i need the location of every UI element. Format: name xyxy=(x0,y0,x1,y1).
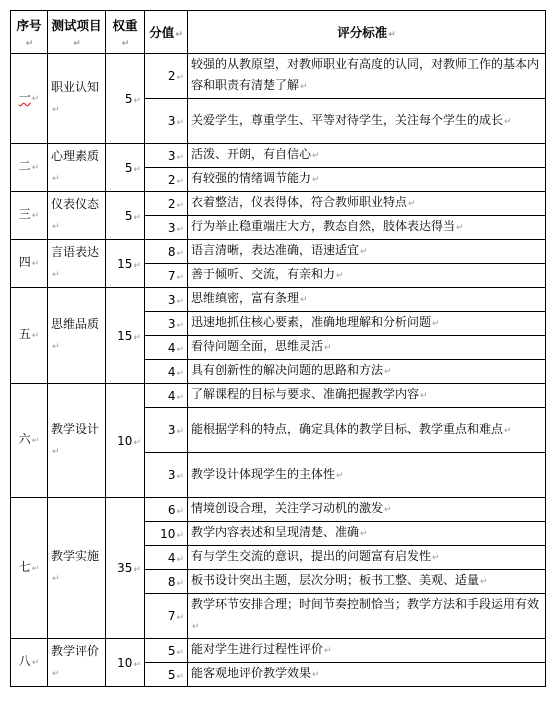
row-criteria: 语言清晰，表达准确，语速适宜 xyxy=(191,243,360,257)
table-row xyxy=(11,384,546,408)
return-mark: ↵ xyxy=(133,437,141,448)
group-seq: 三 xyxy=(18,207,31,221)
row-score-cell xyxy=(145,336,188,360)
row-score-cell xyxy=(145,384,188,408)
row-criteria: 较强的从教原望，对教师职业有高度的认同，对教师工作的基本内容和职责有清楚了解 xyxy=(191,57,540,92)
group-weight: 5 xyxy=(124,208,133,223)
group-seq-cell xyxy=(11,384,48,498)
return-mark: ↵ xyxy=(432,319,440,329)
group-weight-cell xyxy=(106,384,145,498)
return-mark: ↵ xyxy=(176,671,184,682)
row-criteria-cell xyxy=(188,360,546,384)
row-criteria-cell xyxy=(188,192,546,216)
return-mark: ↵ xyxy=(133,212,141,223)
return-mark: ↵ xyxy=(456,223,464,233)
group-item-cell xyxy=(48,54,106,144)
row-score: 5 xyxy=(167,643,176,658)
group-seq: 四 xyxy=(18,255,31,269)
row-criteria: 有与学生交流的意识，提出的问题富有启发性 xyxy=(191,549,432,563)
return-mark: ↵ xyxy=(31,94,40,104)
row-criteria-cell xyxy=(188,54,546,99)
table-row xyxy=(11,192,546,216)
row-score: 4 xyxy=(167,364,176,379)
row-score: 8 xyxy=(167,574,176,589)
row-score: 3 xyxy=(167,292,176,307)
group-item: 言语表达 xyxy=(51,244,100,259)
return-mark: ↵ xyxy=(504,116,512,127)
row-score: 3 xyxy=(167,468,176,482)
table-row xyxy=(11,639,546,663)
return-mark: ↵ xyxy=(176,647,184,658)
row-criteria: 衣着整洁，仪表得体，符合教师职业特点 xyxy=(191,195,408,209)
row-score-cell xyxy=(145,54,188,99)
row-score-cell xyxy=(145,216,188,240)
row-criteria: 关爱学生，尊重学生、平等对待学生，关注每个学生的成长 xyxy=(191,112,504,127)
group-weight-cell xyxy=(106,288,145,384)
header-item: 测试项目↵ xyxy=(48,11,106,54)
group-item: 教学评价 xyxy=(51,643,100,658)
row-score-cell xyxy=(145,453,188,498)
row-criteria-cell xyxy=(188,384,546,408)
group-seq: 八 xyxy=(18,654,31,668)
group-seq-cell xyxy=(11,498,48,639)
return-mark: ↵ xyxy=(360,247,368,257)
return-mark: ↵ xyxy=(432,553,440,563)
group-weight: 5 xyxy=(124,91,133,106)
group-item-cell xyxy=(48,144,106,192)
group-item: 教学设计 xyxy=(51,421,100,436)
return-mark: ↵ xyxy=(133,260,141,271)
group-item: 教学实施 xyxy=(51,549,100,563)
header-weight: 权重↵ xyxy=(106,11,145,54)
group-weight: 35 xyxy=(117,561,133,575)
return-mark: ↵ xyxy=(176,118,184,128)
return-mark: ↵ xyxy=(52,173,60,184)
group-seq-cell xyxy=(11,144,48,192)
return-mark: ↵ xyxy=(176,248,184,259)
group-item-cell xyxy=(48,498,106,639)
row-criteria-cell xyxy=(188,639,546,663)
group-seq: 一 xyxy=(18,90,31,104)
row-score-cell xyxy=(145,168,188,192)
row-criteria: 能客观地评价教学效果 xyxy=(191,666,312,680)
return-mark: ↵ xyxy=(31,436,40,446)
row-criteria-cell xyxy=(188,264,546,288)
group-item-cell xyxy=(48,192,106,240)
row-criteria-cell xyxy=(188,453,546,498)
group-weight-cell xyxy=(106,498,145,639)
group-seq: 七 xyxy=(18,559,31,574)
return-mark: ↵ xyxy=(176,152,184,163)
row-score: 3 xyxy=(167,220,176,235)
row-criteria: 教学内容表述和呈现清楚、准确 xyxy=(191,525,360,539)
table-row xyxy=(11,144,546,168)
row-criteria: 迅速地抓住核心要素，准确地理解和分析问题 xyxy=(191,315,432,329)
row-score-cell xyxy=(145,144,188,168)
row-criteria-cell xyxy=(188,663,546,687)
return-mark: ↵ xyxy=(176,506,184,517)
group-weight: 10 xyxy=(117,433,133,448)
return-mark: ↵ xyxy=(31,658,40,668)
return-mark: ↵ xyxy=(176,200,184,211)
row-criteria: 具有创新性的解决问题的思路和方法 xyxy=(191,363,384,377)
group-weight-cell xyxy=(106,144,145,192)
return-mark: ↵ xyxy=(52,269,60,280)
return-mark: ↵ xyxy=(360,529,368,539)
row-criteria-cell xyxy=(188,498,546,522)
return-mark: ↵ xyxy=(312,175,320,185)
row-score-cell xyxy=(145,594,188,639)
group-seq-cell xyxy=(11,192,48,240)
row-score: 5 xyxy=(167,667,176,682)
row-criteria-cell xyxy=(188,240,546,264)
return-mark: ↵ xyxy=(176,613,184,623)
return-mark: ↵ xyxy=(384,505,392,515)
return-mark: ↵ xyxy=(300,295,308,305)
group-seq-cell xyxy=(11,240,48,288)
group-seq-cell xyxy=(11,639,48,687)
return-mark: ↵ xyxy=(480,577,488,587)
row-score: 10 xyxy=(160,526,176,541)
row-criteria-cell xyxy=(188,99,546,144)
row-criteria-cell xyxy=(188,288,546,312)
row-criteria: 能对学生进行过程性评价 xyxy=(191,642,324,656)
return-mark: ↵ xyxy=(324,646,332,656)
row-criteria-cell xyxy=(188,546,546,570)
table-row xyxy=(11,288,546,312)
table-row xyxy=(11,498,546,522)
row-score-cell xyxy=(145,498,188,522)
group-seq: 六 xyxy=(18,432,31,446)
row-score: 4 xyxy=(167,550,176,565)
return-mark: ↵ xyxy=(176,296,184,307)
return-mark: ↵ xyxy=(31,563,40,574)
return-mark: ↵ xyxy=(133,164,141,175)
row-score: 2 xyxy=(167,172,176,187)
row-criteria: 有较强的情绪调节能力 xyxy=(191,171,312,185)
row-score: 7 xyxy=(167,268,176,283)
row-criteria-cell xyxy=(188,168,546,192)
group-weight-cell xyxy=(106,240,145,288)
header-score: 分值↵ xyxy=(145,11,188,54)
return-mark: ↵ xyxy=(324,343,332,353)
row-criteria: 思维缜密，富有条理 xyxy=(191,291,300,305)
row-criteria: 能根据学科的特点，确定具体的教学目标、教学重点和难点 xyxy=(191,421,504,436)
row-criteria-cell xyxy=(188,594,546,639)
row-criteria-cell xyxy=(188,312,546,336)
table-row xyxy=(11,54,546,99)
row-criteria-cell xyxy=(188,216,546,240)
group-item: 职业认知 xyxy=(51,79,100,94)
return-mark: ↵ xyxy=(52,668,60,679)
row-score: 3 xyxy=(167,148,176,163)
row-criteria: 教学环节安排合理；时间节奏控制恰当；教学方法和手段运用有效 xyxy=(191,597,540,611)
group-weight-cell xyxy=(106,639,145,687)
return-mark: ↵ xyxy=(384,367,392,377)
row-criteria: 行为举止稳重端庄大方，教态自然，肢体表达得当 xyxy=(191,219,456,233)
return-mark: ↵ xyxy=(176,530,184,541)
group-weight: 15 xyxy=(117,328,133,343)
row-criteria-cell xyxy=(188,570,546,594)
row-score: 3 xyxy=(167,114,176,128)
return-mark: ↵ xyxy=(133,332,141,343)
return-mark: ↵ xyxy=(176,368,184,379)
return-mark: ↵ xyxy=(52,446,60,457)
row-score-cell xyxy=(145,570,188,594)
row-score-cell xyxy=(145,639,188,663)
row-criteria-cell xyxy=(188,144,546,168)
scoring-table xyxy=(10,10,546,687)
return-mark: ↵ xyxy=(133,95,141,106)
return-mark: ↵ xyxy=(133,565,141,575)
header-criteria: 评分标准↵ xyxy=(188,11,546,54)
return-mark: ↵ xyxy=(192,622,200,632)
group-seq-cell xyxy=(11,288,48,384)
row-score-cell xyxy=(145,546,188,570)
group-item: 心理素质 xyxy=(51,148,100,163)
group-weight: 15 xyxy=(117,256,133,271)
group-weight-cell xyxy=(106,192,145,240)
return-mark: ↵ xyxy=(133,659,141,670)
group-item: 思维品质 xyxy=(51,316,100,331)
row-score-cell xyxy=(145,288,188,312)
row-score-cell xyxy=(145,240,188,264)
header-seq: 序号↵ xyxy=(11,11,48,54)
return-mark: ↵ xyxy=(312,151,320,161)
group-item-cell xyxy=(48,240,106,288)
row-score-cell xyxy=(145,312,188,336)
row-score-cell xyxy=(145,360,188,384)
return-mark: ↵ xyxy=(408,199,416,209)
row-score: 2 xyxy=(167,69,176,83)
return-mark: ↵ xyxy=(52,104,60,115)
group-item-cell xyxy=(48,639,106,687)
group-weight: 10 xyxy=(117,655,133,670)
return-mark: ↵ xyxy=(176,320,184,331)
row-criteria-cell xyxy=(188,408,546,453)
return-mark: ↵ xyxy=(176,472,184,482)
group-item: 仪表仪态 xyxy=(51,196,100,211)
group-seq: 五 xyxy=(18,327,31,341)
group-seq: 二 xyxy=(18,159,31,173)
return-mark: ↵ xyxy=(176,344,184,355)
return-mark: ↵ xyxy=(31,259,40,269)
return-mark: ↵ xyxy=(176,554,184,565)
row-score-cell xyxy=(145,99,188,144)
group-weight-cell xyxy=(106,54,145,144)
return-mark: ↵ xyxy=(504,425,512,436)
return-mark: ↵ xyxy=(31,163,40,173)
table-body xyxy=(11,54,546,687)
row-criteria: 善于倾听、交流，有亲和力 xyxy=(191,267,336,281)
return-mark: ↵ xyxy=(336,271,344,281)
return-mark: ↵ xyxy=(176,427,184,437)
row-criteria-cell xyxy=(188,336,546,360)
return-mark: ↵ xyxy=(176,176,184,187)
row-criteria: 板书设计突出主题，层次分明；板书工整、美观、适量 xyxy=(191,573,480,587)
return-mark: ↵ xyxy=(52,221,60,232)
row-score-cell xyxy=(145,192,188,216)
return-mark: ↵ xyxy=(336,470,344,481)
row-criteria: 情境创设合理，关注学习动机的激发 xyxy=(191,501,384,515)
return-mark: ↵ xyxy=(420,391,428,401)
row-score: 3 xyxy=(167,423,176,437)
return-mark: ↵ xyxy=(31,331,40,341)
table-row xyxy=(11,240,546,264)
group-weight: 5 xyxy=(124,160,133,175)
row-criteria-cell xyxy=(188,522,546,546)
row-score-cell xyxy=(145,264,188,288)
return-mark: ↵ xyxy=(31,211,40,221)
row-score: 7 xyxy=(167,609,176,623)
return-mark: ↵ xyxy=(176,578,184,589)
return-mark: ↵ xyxy=(176,392,184,403)
return-mark: ↵ xyxy=(176,73,184,83)
return-mark: ↵ xyxy=(52,341,60,352)
row-criteria: 看待问题全面，思维灵活 xyxy=(191,339,324,353)
row-score: 2 xyxy=(167,196,176,211)
header-row xyxy=(11,11,546,54)
return-mark: ↵ xyxy=(176,224,184,235)
row-score-cell xyxy=(145,522,188,546)
row-score: 4 xyxy=(167,340,176,355)
row-criteria: 活泼、开朗，有自信心 xyxy=(191,147,312,161)
group-item-cell xyxy=(48,384,106,498)
return-mark: ↵ xyxy=(312,670,320,680)
row-score: 6 xyxy=(167,502,176,517)
return-mark: ↵ xyxy=(300,82,308,92)
return-mark: ↵ xyxy=(52,574,60,584)
row-score: 8 xyxy=(167,244,176,259)
row-criteria: 教学设计体现学生的主体性 xyxy=(191,466,336,481)
row-score: 4 xyxy=(167,388,176,403)
row-score: 3 xyxy=(167,316,176,331)
row-criteria: 了解课程的目标与要求、准确把握教学内容 xyxy=(191,387,420,401)
group-item-cell xyxy=(48,288,106,384)
return-mark: ↵ xyxy=(176,272,184,283)
row-score-cell xyxy=(145,408,188,453)
group-seq-cell xyxy=(11,54,48,144)
row-score-cell xyxy=(145,663,188,687)
